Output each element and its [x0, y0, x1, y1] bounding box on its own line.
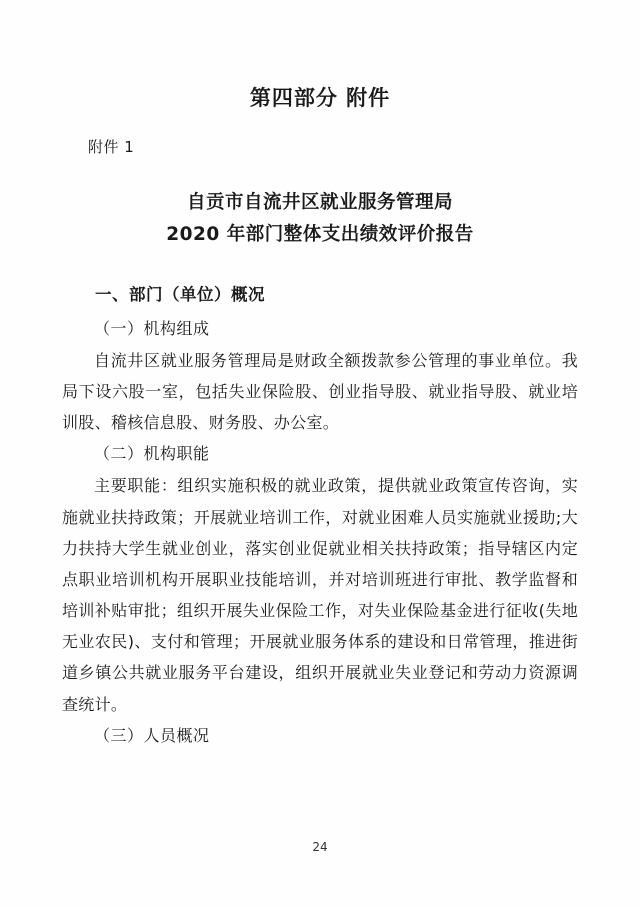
document-title-line-2: 2020 年部门整体支出绩效评价报告 [166, 224, 474, 246]
part-title: 第四部分 附件 [249, 86, 391, 110]
section-heading-1: 一、部门（单位）概况 [95, 284, 265, 304]
document-title [62, 187, 578, 252]
paragraph-organization-composition: 自流井区就业服务管理局是财政全额拨款参公管理的事业单位。我局下设六股一室，包括失业保险股、创业指导股、就业指导股、就业培训股、稽核信息股、财务股、办公室。 [62, 350, 578, 433]
subsection-heading-1-3: （三）人员概况 [94, 725, 210, 745]
attachment-label: 附件 1 [88, 138, 135, 156]
subsection-heading-1-1: （一）机构组成 [94, 318, 210, 338]
document-title-line-1: 自贡市自流井区就业服务管理局 [186, 192, 453, 213]
page-number: 24 [312, 840, 328, 854]
subsection-heading-1-2: （二）机构职能 [94, 444, 210, 464]
paragraph-organization-functions: 主要职能：组织实施积极的就业政策，提供就业政策宣传咨询，实施就业扶持政策；开展就业培训工作，对就业困难人员实施就业援助;大力扶持大学生就业创业，落实创业促就业相关扶持政策；指导辖区内定点职业培训机构开展职业技能培训，并对培训班进行审批、教学监督和培训补贴审批；组织开展失业保险工作，对失业保险基金进行征收(失地无业农民)、支付和管理；开展就业服务体系的建设和日常管理，推进街道乡镇公共就业服务平台建设，组织开展就业失业登记和劳动力资源调查统计。 [62, 476, 578, 714]
